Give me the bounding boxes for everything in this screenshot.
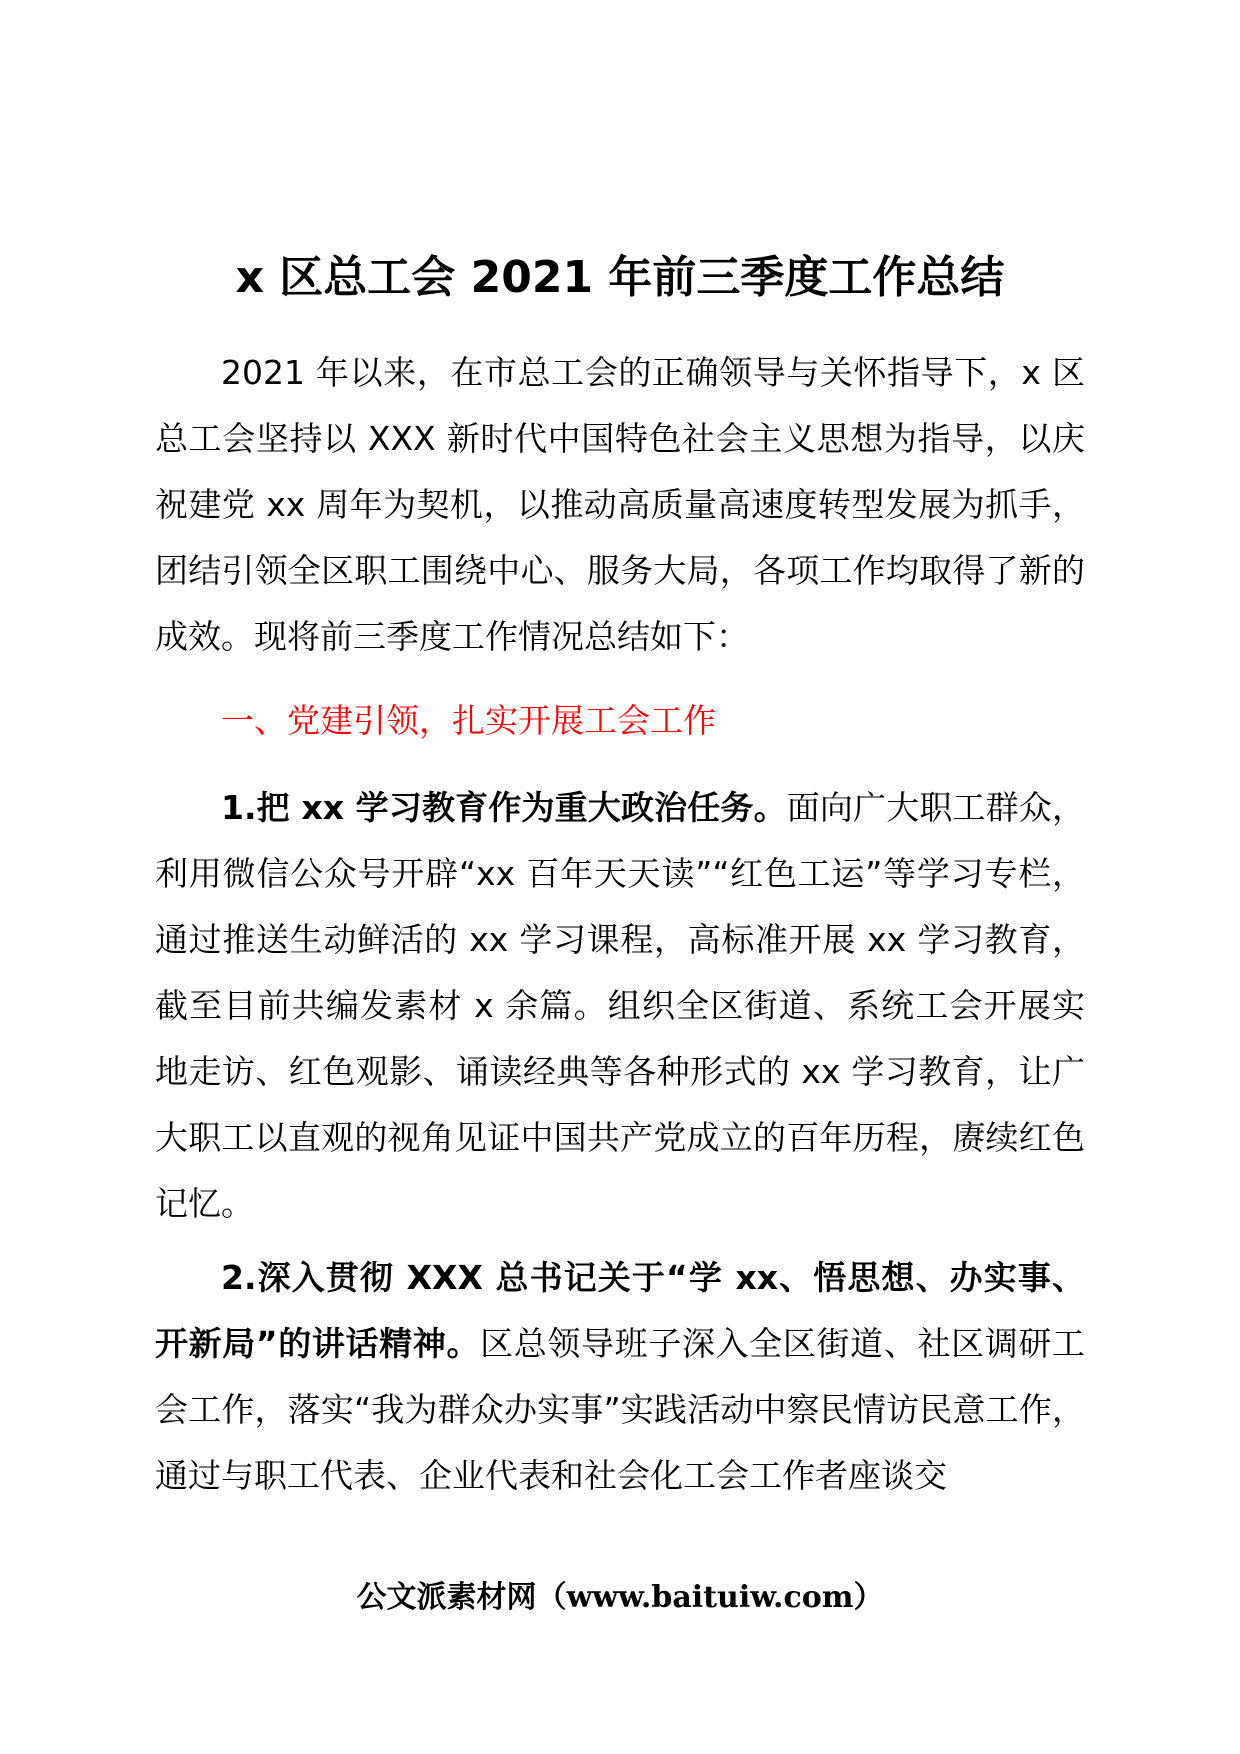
section-heading-block bbox=[155, 688, 1085, 754]
item-2-lead: 2.深入贯彻 XXX 总书记关于“学 xx、悟思想、办实事、开新局”的讲话精神。 bbox=[155, 1258, 1085, 1363]
item-1-lead: 1.把 xx 学习教育作为重大政治任务。 bbox=[221, 788, 787, 827]
item-1-paragraph bbox=[155, 775, 1085, 1237]
intro-paragraph: 2021 年以来，在市总工会的正确领导与关怀指导下，x 区总工会坚持以 XXX 新时代中国特色社会主义思想为指导，以庆祝建党 xx 周年为契机，以推动高质量高速度转型发展为抓手，团结引领全区职工围绕中心、服务大局，各项工作均取得了新的成效。现将前三季度工作情况总结如下： bbox=[155, 353, 1085, 656]
item-1-text: 面向广大职工群众，利用微信公众号开辟“xx 百年天天读”“红色工运”等学习专栏，通过推送生动鲜活的 xx 学习课程，高标准开展 xx 学习教育，截至目前共编发素材 x 余篇。组织全区街道、系统工会开展实地走访、红色观影、诵读经典等各种形式的 xx 学习教育，让广大职工以直观的视角见证中国共产党成立的百年历程，赓续红色记忆。 bbox=[155, 788, 1085, 1223]
section-heading: 一、党建引领，扎实开展工会工作 bbox=[221, 701, 716, 740]
item-2-text: 区总领导班子深入全区街道、社区调研工会工作，落实“我为群众办实事”实践活动中察民情访民意工作，通过与职工代表、企业代表和社会化工会工作者座谈交 bbox=[155, 1324, 1085, 1495]
intro-paragraph-block bbox=[155, 340, 1085, 670]
item-2-block bbox=[155, 1245, 1085, 1509]
item-2-paragraph bbox=[155, 1245, 1085, 1509]
item-1-block bbox=[155, 775, 1085, 1237]
footer-watermark: 公文派素材网（www.baituiw.com） bbox=[356, 1580, 884, 1615]
document-title: x 区总工会 2021 年前三季度工作总结 bbox=[235, 252, 1005, 303]
